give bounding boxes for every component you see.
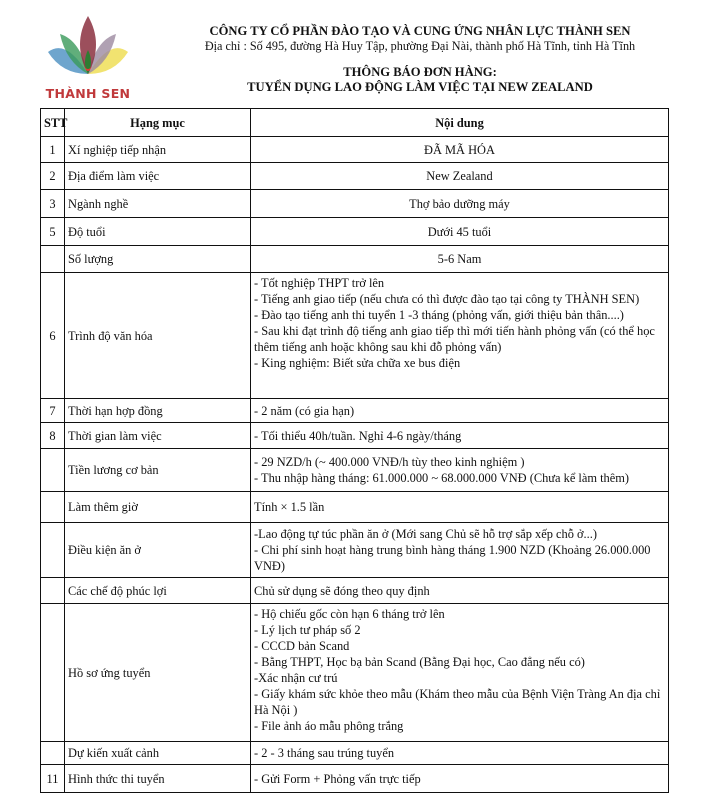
job-order-table [40,108,669,793]
table-row [41,492,669,523]
table-row [41,399,669,423]
content-line: 5-6 Nam [437,252,482,266]
content-line: - Giấy khám sức khỏe theo mẫu (Khám theo mẫu của Bệnh Viện Tràng An địa chỉ Hà Nội ) [254,687,661,717]
table-row [41,742,669,765]
row-category: Độ tuổi [65,218,251,246]
row-number [41,492,65,523]
row-number: 11 [41,765,65,793]
content-line: ĐÃ MÃ HÓA [424,142,495,157]
content-line: - Tối thiểu 40h/tuần. Nghỉ 4-6 ngày/tháng [254,428,462,443]
table-row [41,423,669,449]
notice-title: THÔNG BÁO ĐƠN HÀNG: [343,65,497,79]
row-number: 1 [41,137,65,163]
row-content [251,742,669,765]
content-line: - King nghiệm: Biết sửa chữa xe bus điện [254,356,461,370]
row-number [41,742,65,765]
content-line: - CCCD bản Scand [254,639,350,653]
content-line: - Đào tạo tiếng anh thi tuyển 1 -3 tháng (phỏng vấn, giới thiệu bản thân....) [254,308,624,322]
row-content [251,578,669,604]
row-content [251,523,669,578]
row-category: Thời hạn hợp đồng [65,399,251,423]
row-content [251,246,669,273]
row-number [41,604,65,742]
content-line: - Chi phí sinh hoạt hàng trung bình hàng tháng 1.900 NZD (Khoảng 26.000.000 VNĐ) [254,543,651,573]
row-category: Dự kiến xuất cảnh [65,742,251,765]
row-content [251,399,669,423]
row-category: Trình độ văn hóa [65,273,251,399]
content-line: - Gửi Form + Phỏng vấn trực tiếp [254,771,421,786]
header-content: Nội dung [251,109,669,137]
row-content [251,190,669,218]
row-content [251,449,669,492]
logo-text: THÀNH SEN [45,86,131,101]
row-content [251,137,669,163]
content-line: - Lý lịch tư pháp số 2 [254,623,361,637]
table-header-row [41,109,669,137]
table-row [41,246,669,273]
row-category: Hình thức thi tuyển [65,765,251,793]
row-category: Thời gian làm việc [65,423,251,449]
row-number [41,523,65,578]
company-logo [38,14,138,108]
header-stt: STT [41,109,65,137]
content-line: - Tiếng anh giao tiếp (nếu chưa có thì được đào tạo tại công ty THÀNH SEN) [254,292,640,306]
table-row [41,765,669,793]
row-content [251,273,669,399]
row-content [251,765,669,793]
content-line: - File ảnh áo mẫu phông trắng [254,719,404,733]
table-row [41,449,669,492]
row-number: 8 [41,423,65,449]
content-line: New Zealand [426,169,493,183]
content-line: Tính × 1.5 lần [254,500,325,514]
content-line: - Bằng THPT, Học bạ bản Scand (Bằng Đại học, Cao đẳng nếu có) [254,655,585,669]
row-category: Làm thêm giờ [65,492,251,523]
company-address: Địa chỉ : Số 495, đường Hà Huy Tập, phường Đại Nài, thành phố Hà Tĩnh, tỉnh Hà Tĩnh [204,39,636,53]
row-content [251,423,669,449]
row-content [251,604,669,742]
row-number [41,449,65,492]
company-name: CÔNG TY CỔ PHẦN ĐÀO TẠO VÀ CUNG ỨNG NHÂN LỰC THÀNH SEN [209,24,631,38]
content-line: -Xác nhận cư trú [254,671,338,685]
content-line: - 2 - 3 tháng sau trúng tuyển [254,746,395,760]
content-line: Thợ bảo dưỡng máy [409,196,510,211]
content-line: - Hộ chiếu gốc còn hạn 6 tháng trở lên [254,607,445,621]
row-number: 6 [41,273,65,399]
lotus-icon [46,14,130,84]
row-number: 2 [41,163,65,190]
row-number: 7 [41,399,65,423]
table-row [41,190,669,218]
row-category: Điều kiện ăn ở [65,523,251,578]
row-category: Ngành nghề [65,190,251,218]
table-row [41,578,669,604]
table-row [41,604,669,742]
content-line: - 2 năm (có gia hạn) [254,403,355,418]
row-category: Số lượng [65,246,251,273]
row-category: Tiền lương cơ bản [65,449,251,492]
table-row [41,137,669,163]
content-line: - Sau khi đạt trình độ tiếng anh giao tiếp thì mới tiến hành phỏng vấn (có thể học thêm tiếng anh hoặc không sau khi đỗ phỏng vấn) [254,324,655,354]
row-category: Hồ sơ ứng tuyển [65,604,251,742]
header-category: Hạng mục [65,109,251,137]
row-number [41,246,65,273]
content-line: Dưới 45 tuổi [427,224,492,239]
row-content [251,218,669,246]
table-row [41,523,669,578]
content-line: - 29 NZD/h (~ 400.000 VNĐ/h tùy theo kinh nghiệm ) [254,455,525,469]
notice-subtitle: TUYỂN DỤNG LAO ĐỘNG LÀM VIỆC TẠI NEW ZEALAND [247,80,593,94]
content-line: - Thu nhập hàng tháng: 61.000.000 ~ 68.000.000 VNĐ (Chưa kể làm thêm) [254,471,629,485]
row-content [251,492,669,523]
content-line: - Tốt nghiệp THPT trở lên [254,276,385,290]
row-number: 5 [41,218,65,246]
table-row [41,218,669,246]
row-category: Địa điểm làm việc [65,163,251,190]
row-number: 3 [41,190,65,218]
table-row [41,163,669,190]
row-category: Xí nghiệp tiếp nhận [65,137,251,163]
row-number [41,578,65,604]
table-row [41,273,669,399]
content-line: Chủ sử dụng sẽ đóng theo quy định [254,583,430,598]
row-content [251,163,669,190]
row-category: Các chế độ phúc lợi [65,578,251,604]
content-line: -Lao động tự túc phần ăn ở (Mới sang Chủ sẽ hỗ trợ sắp xếp chỗ ở...) [254,527,597,541]
